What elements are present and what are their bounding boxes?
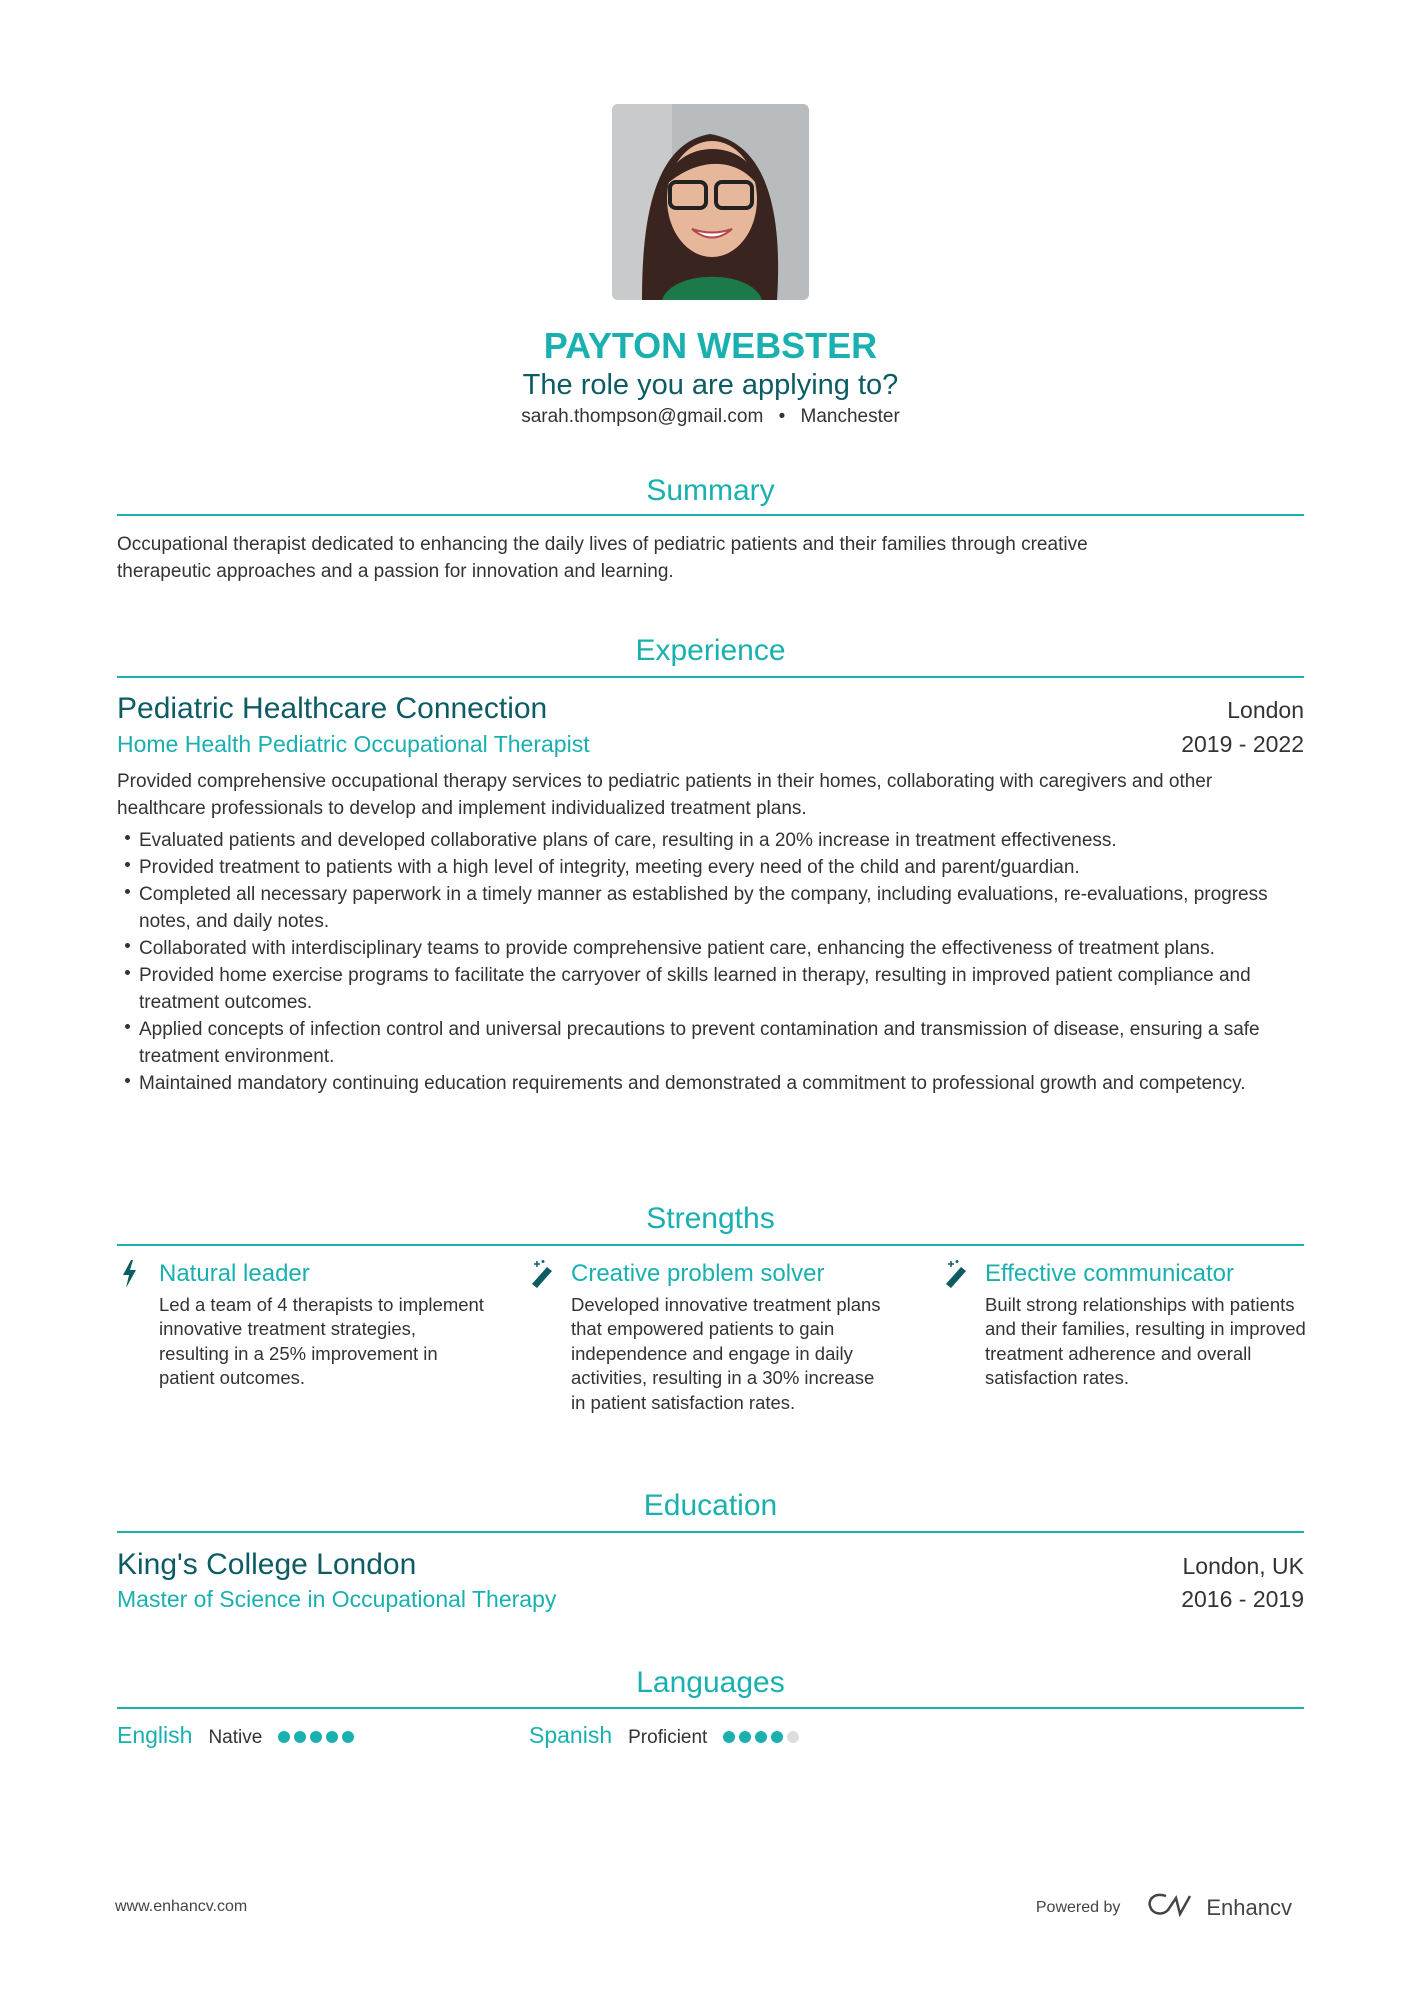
language-name: English [117, 1722, 193, 1748]
school-location: London, UK [1182, 1553, 1304, 1579]
job-bullets [117, 827, 1304, 1097]
company-name: Pediatric Healthcare Connection [117, 692, 548, 725]
job-dates: 2019 - 2022 [1181, 731, 1304, 757]
experience-subheader [117, 731, 1304, 758]
bullet: Completed all necessary paperwork in a timely manner as established by the company, including evaluations, re-evaluations, progress notes, and daily notes. [117, 881, 1304, 935]
separator: • [778, 406, 786, 427]
lightning-icon [117, 1259, 143, 1289]
job-location: London [1227, 697, 1304, 723]
footer-branding [1036, 1892, 1292, 1923]
strength-item [117, 1259, 487, 1391]
location: Manchester [800, 406, 900, 427]
degree: Master of Science in Occupational Therapy [117, 1586, 557, 1612]
magic-wand-icon [943, 1259, 969, 1289]
contact-line [117, 405, 1304, 429]
strength-item [943, 1259, 1313, 1391]
section-title-experience: Experience [635, 634, 786, 667]
section-title-strengths: Strengths [646, 1202, 775, 1235]
candidate-name: PAYTON WEBSTER [543, 325, 878, 366]
summary-line: Occupational therapist dedicated to enhancing the daily lives of pediatric patients and their families through creative [117, 534, 1088, 555]
education-subheader [117, 1586, 1304, 1613]
email[interactable]: sarah.thompson@gmail.com [521, 406, 764, 427]
rating-dot [723, 1731, 735, 1743]
language-item [117, 1722, 358, 1749]
divider [117, 676, 1304, 678]
rating-dot [326, 1731, 338, 1743]
profile-photo [612, 104, 809, 300]
strength-title: Creative problem solver [571, 1260, 825, 1287]
rating-dot [278, 1731, 290, 1743]
bullet: Evaluated patients and developed collaborative plans of care, resulting in a 20% increase in treatment effectiveness. [117, 827, 1304, 854]
divider [117, 514, 1304, 516]
education-dates: 2016 - 2019 [1181, 1586, 1304, 1612]
bullet: Provided home exercise programs to facilitate the carryover of skills learned in therapy, resulting in improved patient compliance and treatment outcomes. [117, 962, 1304, 1016]
language-level: Native [208, 1727, 263, 1748]
divider [117, 1707, 1304, 1709]
rating-dot [310, 1731, 322, 1743]
strength-description: Led a team of 4 therapists to implement innovative treatment strategies, resulting in a 25% improvement in patient outcomes. [159, 1294, 484, 1389]
rating-dot [294, 1731, 306, 1743]
summary-text [117, 531, 1304, 585]
bullet: Provided treatment to patients with a high level of integrity, meeting every need of the child and parent/guardian. [117, 854, 1304, 881]
education-header [117, 1548, 1304, 1582]
job-description: Provided comprehensive occupational therapy services to pediatric patients in their homes, collaborating with caregivers and other healthcare professionals to develop and implement individualized treatment plans. [117, 771, 1213, 819]
strength-description: Developed innovative treatment plans that empowered patients to gain independence and engage in daily activities, resulting in a 30% increase in patient satisfaction rates. [571, 1294, 881, 1413]
bullet: Maintained mandatory continuing education requirements and demonstrated a commitment to professional growth and competency. [117, 1070, 1304, 1097]
rating-dot [755, 1731, 767, 1743]
enhancv-logo-icon [1146, 1892, 1194, 1923]
strength-description: Built strong relationships with patients and their families, resulting in improved treatment adherence and overall satisfaction rates. [985, 1294, 1306, 1389]
divider [117, 1531, 1304, 1533]
bullet: Applied concepts of infection control and universal precautions to prevent contamination and transmission of disease, ensuring a safe treatment environment. [117, 1016, 1304, 1070]
strength-title: Effective communicator [985, 1260, 1234, 1287]
language-name: Spanish [529, 1722, 613, 1748]
section-title-summary: Summary [646, 474, 775, 507]
powered-by: Powered by [1035, 1898, 1121, 1916]
section-title-languages: Languages [636, 1666, 785, 1699]
summary-line: therapeutic approaches and a passion for innovation and learning. [117, 561, 674, 582]
target-role: The role you are applying to? [522, 369, 899, 401]
section-title-education: Education [643, 1489, 778, 1522]
language-item [529, 1722, 803, 1749]
experience-header [117, 692, 1304, 726]
brand-name: Enhancv [1206, 1894, 1292, 1920]
strength-title: Natural leader [159, 1260, 310, 1287]
divider [117, 1244, 1304, 1246]
language-level: Proficient [628, 1727, 708, 1748]
language-rating [278, 1730, 358, 1748]
rating-dot [739, 1731, 751, 1743]
rating-dot-empty [787, 1731, 799, 1743]
strength-item [529, 1259, 899, 1415]
rating-dot [342, 1731, 354, 1743]
magic-wand-icon [529, 1259, 555, 1289]
footer-website[interactable]: www.enhancv.com [115, 1898, 248, 1915]
language-rating [723, 1730, 803, 1748]
rating-dot [771, 1731, 783, 1743]
bullet: Collaborated with interdisciplinary teams to provide comprehensive patient care, enhancing the effectiveness of treatment plans. [117, 935, 1304, 962]
job-title: Home Health Pediatric Occupational Therapist [117, 731, 590, 757]
school-name: King's College London [117, 1548, 417, 1581]
